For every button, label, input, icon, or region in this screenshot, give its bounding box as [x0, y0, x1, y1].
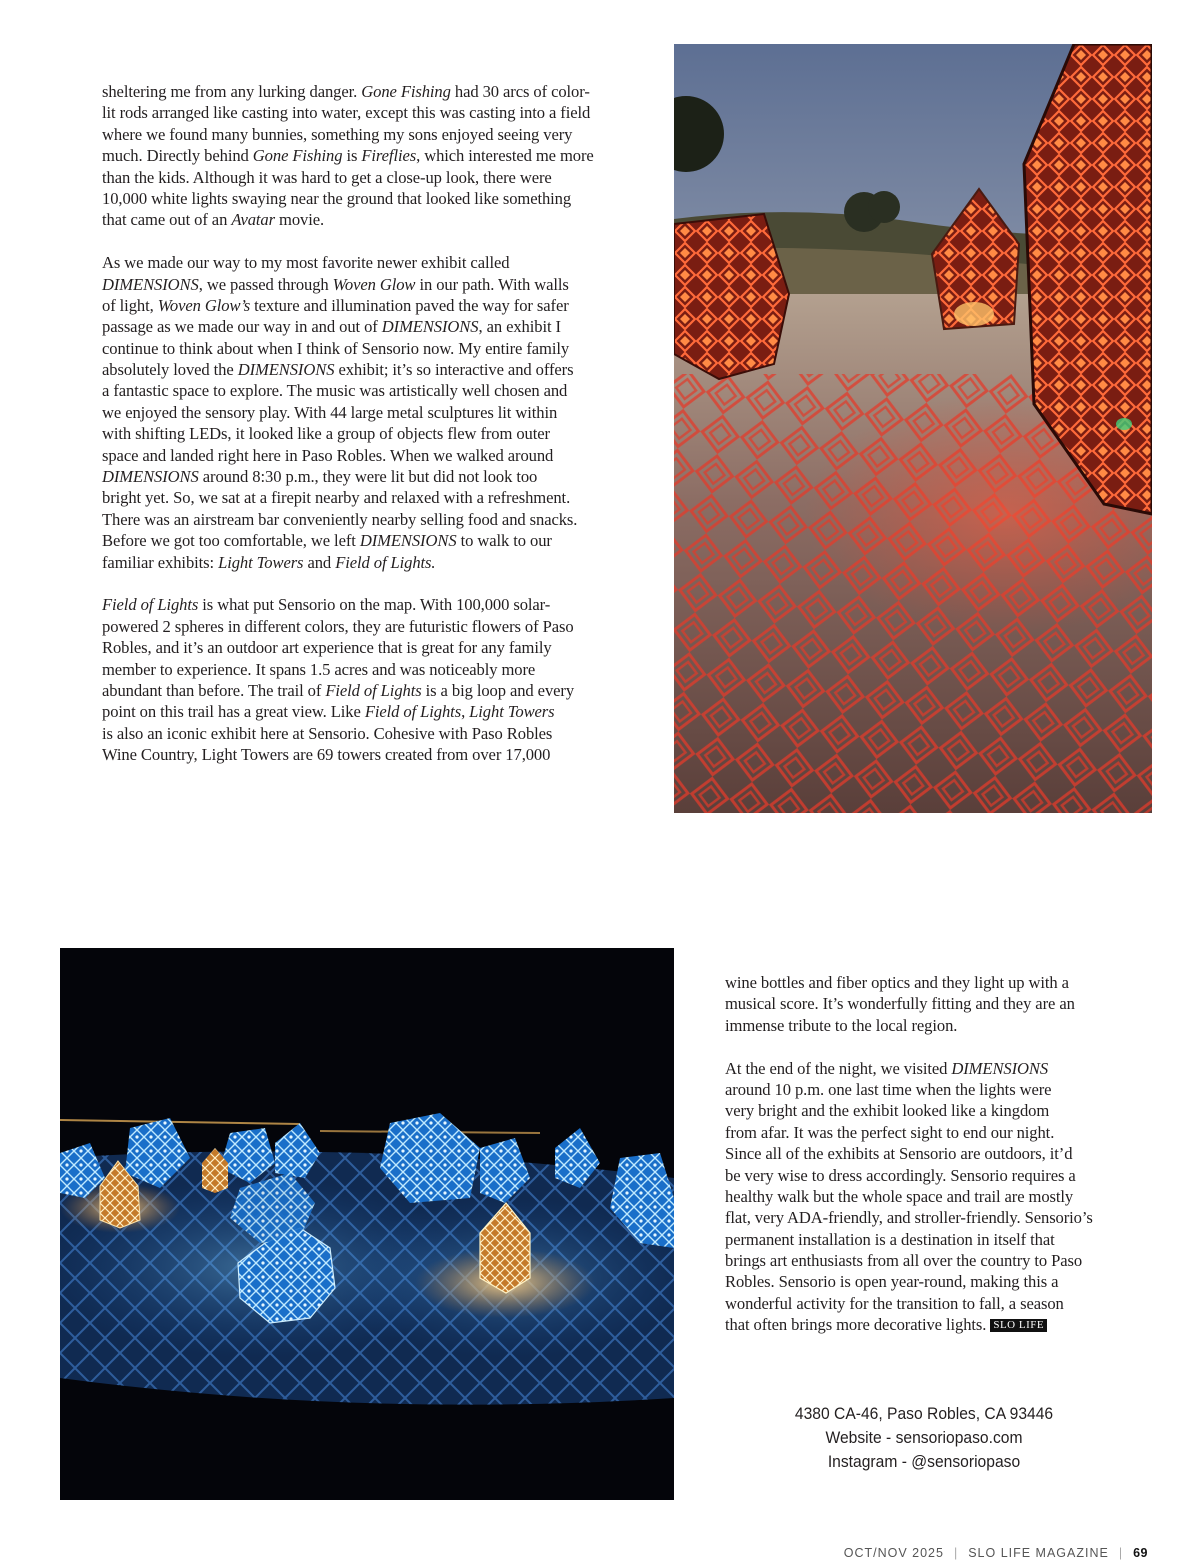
- text-run: movie.: [274, 210, 325, 230]
- article-column-right: [725, 972, 1125, 1336]
- text-line: [725, 1100, 1125, 1121]
- text-run: lit rods arranged like casting into water, except this was casting into a field: [102, 103, 591, 123]
- italic-title: DIMENSIONS: [102, 274, 199, 294]
- text-run: flat, very ADA-friendly, and stroller-friendly. Sensorio’s: [725, 1208, 1093, 1228]
- text-line: [102, 594, 642, 615]
- text-run: from afar. It was the perfect sight to end our night.: [725, 1122, 1055, 1142]
- italic-title: DIMENSIONS: [359, 531, 457, 551]
- text-line: [725, 1058, 1125, 1079]
- paragraph-break: [725, 1036, 1125, 1057]
- text-line: [102, 423, 642, 444]
- text-run: than the kids. Although it was hard to get a close-up look, there were: [102, 167, 552, 187]
- italic-title: Light Towers: [218, 552, 304, 572]
- italic-title: DIMENSIONS: [951, 1058, 1049, 1078]
- italic-title: DIMENSIONS: [237, 360, 335, 380]
- text-run: we enjoyed the sensory play. With 44 large metal sculptures lit within: [102, 402, 558, 422]
- text-line: [102, 509, 642, 530]
- italic-title: Field of Lights: [102, 595, 199, 615]
- text-run: exhibit; it’s so interactive and offers: [334, 360, 574, 380]
- text-run: ,: [461, 702, 470, 722]
- text-run: passage as we made our way in and out of: [102, 317, 382, 337]
- text-line: [102, 316, 642, 337]
- text-run: is: [342, 146, 362, 166]
- text-line: [102, 252, 642, 273]
- text-line: [102, 445, 642, 466]
- text-line: [102, 530, 642, 551]
- text-run: continue to think about when I think of Sensorio now. My entire family: [102, 338, 570, 358]
- website-link[interactable]: Website - sensoriopaso.com: [825, 1428, 1023, 1447]
- text-run: abundant than before. The trail of: [102, 680, 326, 700]
- footer-separator: |: [953, 1546, 959, 1560]
- italic-title: Field of Lights: [325, 680, 422, 700]
- italic-title: Woven Glow’s: [157, 295, 251, 315]
- text-run: familiar exhibits:: [102, 552, 219, 572]
- text-run: Robles, and it’s an outdoor art experience that is great for any family: [102, 638, 552, 658]
- italic-title: Gone Fishing: [361, 82, 451, 101]
- text-run: Before we got too comfortable, we left: [102, 531, 360, 551]
- text-run: , we passed through: [198, 274, 333, 294]
- text-line: [102, 723, 642, 744]
- text-line: [102, 81, 642, 102]
- text-line: [725, 1165, 1125, 1186]
- text-line: [725, 972, 1125, 993]
- text-run: , which interested me more: [416, 146, 594, 166]
- italic-title: Avatar: [231, 210, 275, 230]
- text-line: [725, 1207, 1125, 1228]
- text-run: , an exhibit I: [478, 317, 561, 337]
- text-run: texture and illumination paved the way for safer: [250, 295, 569, 315]
- italic-title: Field of Lights: [364, 702, 462, 722]
- text-run: wine bottles and fiber optics and they light up with a: [725, 973, 1069, 992]
- text-line: [102, 145, 642, 166]
- text-run: had 30 arcs of color-: [450, 82, 590, 101]
- text-run: to walk to our: [456, 531, 552, 551]
- text-line: [725, 1229, 1125, 1250]
- text-run: bright yet. So, we sat at a firepit nearby and relaxed with a refreshment.: [102, 488, 571, 508]
- text-line: [102, 359, 642, 380]
- text-line: [102, 102, 642, 123]
- contact-info: [724, 1402, 1124, 1474]
- text-line: [725, 1015, 1125, 1036]
- text-line: [725, 1143, 1125, 1164]
- italic-title: Fireflies: [361, 146, 417, 166]
- text-run: At the end of the night, we visited: [725, 1058, 952, 1078]
- text-run: where we found many bunnies, something my sons enjoyed seeing very: [102, 124, 573, 144]
- text-line: [102, 616, 642, 637]
- text-line: [102, 701, 642, 722]
- text-line: [102, 637, 642, 658]
- text-line: [725, 1079, 1125, 1100]
- text-line: [102, 274, 642, 295]
- text-run: 10,000 white lights swaying near the ground that looked like something: [102, 188, 572, 208]
- text-line: [725, 993, 1125, 1014]
- text-run: with shifting LEDs, it looked like a group of objects flew from outer: [102, 424, 550, 444]
- magazine-name: SLO LIFE MAGAZINE: [968, 1546, 1109, 1560]
- text-run: absolutely loved the: [102, 360, 238, 380]
- text-run: of light,: [102, 295, 158, 315]
- issue-date: OCT/NOV 2025: [843, 1546, 944, 1560]
- text-run: Wine Country, Light Towers are 69 towers created from over 17,000: [102, 745, 551, 765]
- paragraph-break: [102, 231, 642, 252]
- text-run: is also an iconic exhibit here at Sensorio. Cohesive with Paso Robles: [102, 723, 553, 743]
- text-line: [102, 295, 642, 316]
- text-run: wonderful activity for the transition to fall, a season: [725, 1293, 1064, 1313]
- address: 4380 CA-46, Paso Robles, CA 93446: [794, 1404, 1054, 1423]
- text-run: very bright and the exhibit looked like a kingdom: [725, 1101, 1050, 1121]
- text-line: [725, 1314, 1125, 1335]
- text-line: [102, 680, 642, 701]
- text-run: As we made our way to my most favorite newer exhibit called: [102, 253, 510, 273]
- text-line: [725, 1250, 1125, 1271]
- text-run: that often brings more decorative lights.: [725, 1315, 987, 1335]
- italic-title: Woven Glow: [332, 274, 416, 294]
- italic-title: Field of Lights.: [335, 552, 436, 572]
- text-run: Robles. Sensorio is open year-round, making this a: [725, 1272, 1059, 1292]
- text-run: member to experience. It spans 1.5 acres and was noticeably more: [102, 659, 536, 679]
- text-run: a fantastic space to explore. The music was artistically well chosen and: [102, 381, 568, 401]
- text-line: [102, 402, 642, 423]
- text-line: [102, 188, 642, 209]
- text-run: healthy walk but the whole space and trail are mostly: [725, 1186, 1074, 1206]
- text-run: point on this trail has a great view. Like: [102, 702, 365, 722]
- text-run: sheltering me from any lurking danger.: [102, 82, 362, 101]
- text-line: [102, 744, 642, 765]
- end-mark-badge: SLO LIFE: [990, 1319, 1047, 1332]
- article-column-left: [102, 81, 642, 766]
- text-line: [102, 466, 642, 487]
- text-run: much. Directly behind: [102, 146, 253, 166]
- text-run: powered 2 spheres in different colors, they are futuristic flowers of Paso: [102, 616, 574, 636]
- text-run: that came out of an: [102, 210, 232, 230]
- italic-title: Light Towers: [469, 702, 555, 722]
- italic-title: DIMENSIONS: [102, 467, 199, 487]
- text-line: [102, 338, 642, 359]
- text-run: be very wise to dress accordingly. Sensorio requires a: [725, 1165, 1076, 1185]
- text-line: [725, 1122, 1125, 1143]
- page-number: 69: [1133, 1546, 1148, 1560]
- text-run: permanent installation is a destination in itself that: [725, 1229, 1055, 1249]
- text-run: around 10 p.m. one last time when the lights were: [725, 1079, 1052, 1099]
- text-line: [102, 552, 642, 573]
- photo-dimensions-night: [60, 948, 674, 1500]
- photo-dimensions-dusk: [674, 44, 1152, 813]
- text-run: immense tribute to the local region.: [725, 1015, 958, 1035]
- text-run: and: [303, 552, 336, 572]
- text-line: [725, 1186, 1125, 1207]
- text-line: [102, 659, 642, 680]
- text-line: [102, 380, 642, 401]
- text-run: brings art enthusiasts from all over the country to Paso: [725, 1251, 1083, 1271]
- text-run: There was an airstream bar conveniently nearby selling food and snacks.: [102, 509, 578, 529]
- text-line: [725, 1293, 1125, 1314]
- text-line: [102, 209, 642, 230]
- paragraph-break: [102, 573, 642, 594]
- instagram-link[interactable]: Instagram - @sensoriopaso: [827, 1452, 1021, 1471]
- text-run: is a big loop and every: [421, 680, 575, 700]
- text-line: [102, 124, 642, 145]
- text-run: space and landed right here in Paso Robles. When we walked around: [102, 445, 554, 465]
- text-line: [102, 487, 642, 508]
- text-run: around 8:30 p.m., they were lit but did not look too: [198, 467, 538, 487]
- text-line: [725, 1271, 1125, 1292]
- text-run: in our path. With walls: [415, 274, 569, 294]
- text-run: Since all of the exhibits at Sensorio are outdoors, it’d: [725, 1144, 1073, 1164]
- footer-separator: |: [1118, 1546, 1124, 1560]
- text-run: musical score. It’s wonderfully fitting and they are an: [725, 994, 1075, 1014]
- text-line: [102, 167, 642, 188]
- italic-title: DIMENSIONS: [381, 317, 479, 337]
- italic-title: Gone Fishing: [252, 146, 343, 166]
- text-run: is what put Sensorio on the map. With 100,000 solar-: [198, 595, 551, 615]
